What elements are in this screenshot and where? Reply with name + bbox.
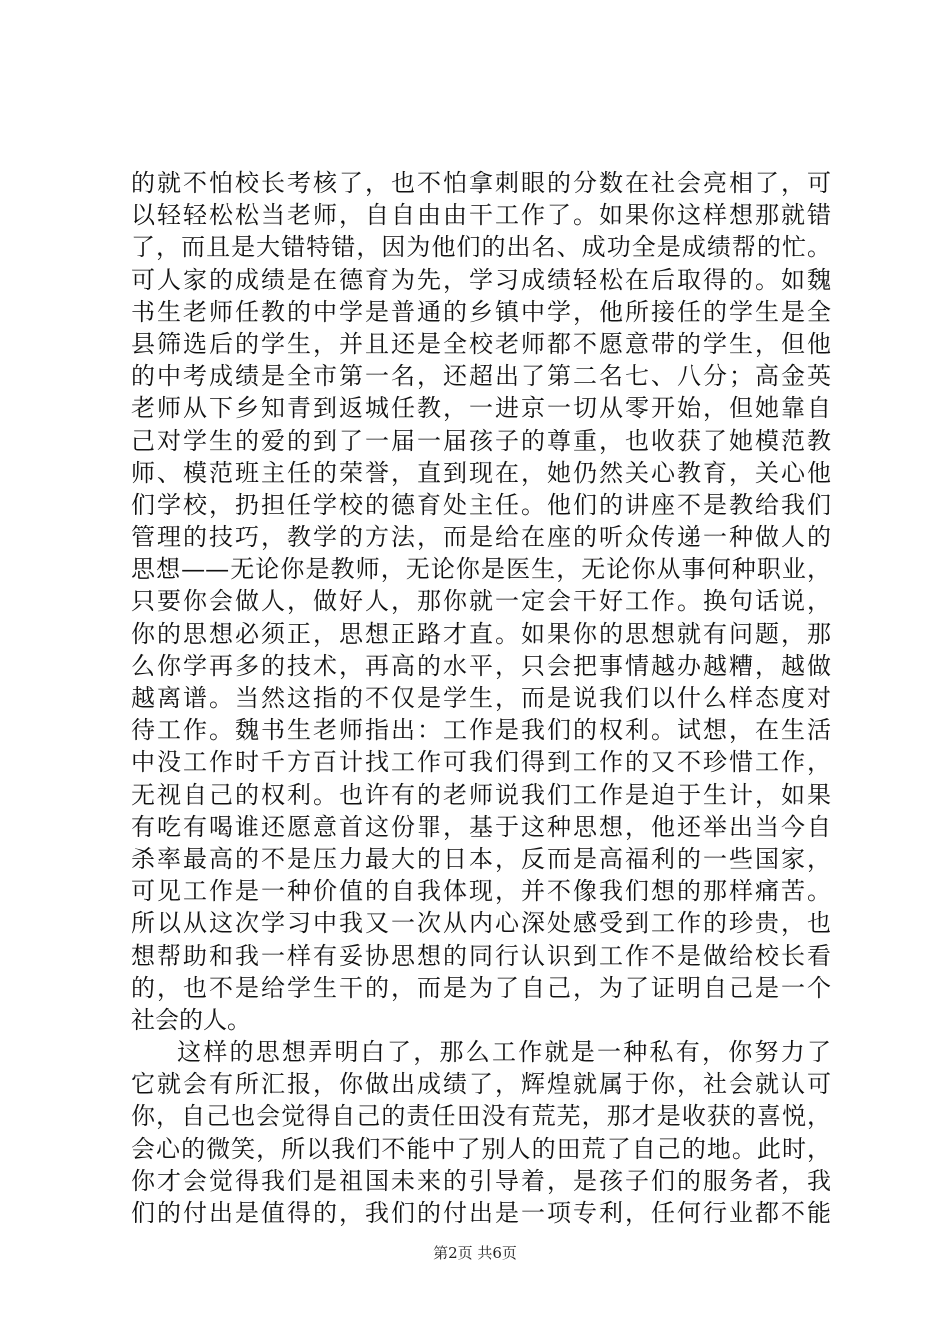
text-line: 有吃有喝谁还愿意首这份罪，基于这种思想，他还举出当今自 — [131, 812, 831, 841]
text-line: 们学校，扔担任学校的德育处主任。他们的讲座不是教给我们 — [131, 490, 831, 519]
text-line: 所以从这次学习中我又一次从内心深处感受到工作的珍贵，也 — [131, 909, 831, 938]
text-line: 的中考成绩是全市第一名，还超出了第二名七、八分；高金英 — [131, 362, 831, 391]
text-line: 老师从下乡知青到返城任教，一进京一切从零开始，但她靠自 — [131, 394, 831, 423]
text-line: 们的付出是值得的，我们的付出是一项专利，任何行业都不能 — [131, 1199, 831, 1227]
text-line: 么你学再多的技术，再高的水平，只会把事情越办越糟，越做 — [131, 651, 831, 680]
text-line: 了，而且是大错特错，因为他们的出名、成功全是成绩帮的忙。 — [131, 233, 831, 262]
paragraph-end-line: 社会的人。 — [131, 1005, 251, 1034]
text-line: 你，自己也会觉得自己的责任田没有荒芜，那才是收获的喜悦， — [131, 1102, 831, 1131]
text-line: 会心的微笑，所以我们不能中了别人的田荒了自己的地。此时， — [131, 1134, 831, 1163]
text-line: 书生老师任教的中学是普通的乡镇中学，他所接任的学生是全 — [131, 297, 831, 326]
text-line: 以轻轻松松当老师，自自由由干工作了。如果你这样想那就错 — [131, 201, 831, 230]
text-line: 待工作。魏书生老师指出：工作是我们的权利。试想，在生活 — [131, 716, 831, 745]
text-line: 杀率最高的不是压力最大的日本，反而是高福利的一些国家， — [131, 844, 831, 873]
text-line: 越离谱。当然这指的不仅是学生，而是说我们以什么样态度对 — [131, 684, 831, 712]
text-line: 中没工作时千方百计找工作可我们得到工作的又不珍惜工作， — [131, 748, 831, 777]
text-line: 管理的技巧，教学的方法，而是给在座的听众传递一种做人的 — [131, 523, 831, 552]
paragraph-start-line: 这样的思想弄明白了，那么工作就是一种私有，你努力了 — [177, 1038, 831, 1067]
text-line: 你才会觉得我们是祖国未来的引导着，是孩子们的服务者，我 — [131, 1166, 831, 1195]
text-line: 的就不怕校长考核了，也不怕拿刺眼的分数在社会亮相了，可 — [131, 169, 831, 197]
body-text — [131, 167, 831, 1229]
text-line: 县筛选后的学生，并且还是全校老师都不愿意带的学生，但他 — [131, 329, 831, 358]
text-line: 思想——无论你是教师，无论你是医生，无论你从事何种职业， — [131, 555, 831, 584]
text-line: 你的思想必须正，思想正路才直。如果你的思想就有问题，那 — [131, 619, 831, 648]
text-line: 可见工作是一种价值的自我体现，并不像我们想的那样痛苦。 — [131, 877, 831, 906]
text-line: 只要你会做人，做好人，那你就一定会干好工作。换句话说， — [131, 587, 831, 616]
text-line: 可人家的成绩是在德育为先，学习成绩轻松在后取得的。如魏 — [131, 265, 831, 294]
text-line: 的，也不是给学生干的，而是为了自己，为了证明自己是一个 — [131, 973, 831, 1002]
text-line: 它就会有所汇报，你做出成绩了，辉煌就属于你，社会就认可 — [131, 1070, 831, 1099]
page-number-footer: 第2页 共6页 — [433, 1244, 517, 1262]
text-line: 己对学生的爱的到了一届一届孩子的尊重，也收获了她模范教 — [131, 426, 831, 455]
text-line: 无视自己的权利。也许有的老师说我们工作是迫于生计，如果 — [131, 780, 831, 809]
text-line: 师、模范班主任的荣誉，直到现在，她仍然关心教育，关心他 — [131, 458, 831, 487]
text-line: 想帮助和我一样有妥协思想的同行认识到工作不是做给校长看 — [131, 941, 831, 970]
